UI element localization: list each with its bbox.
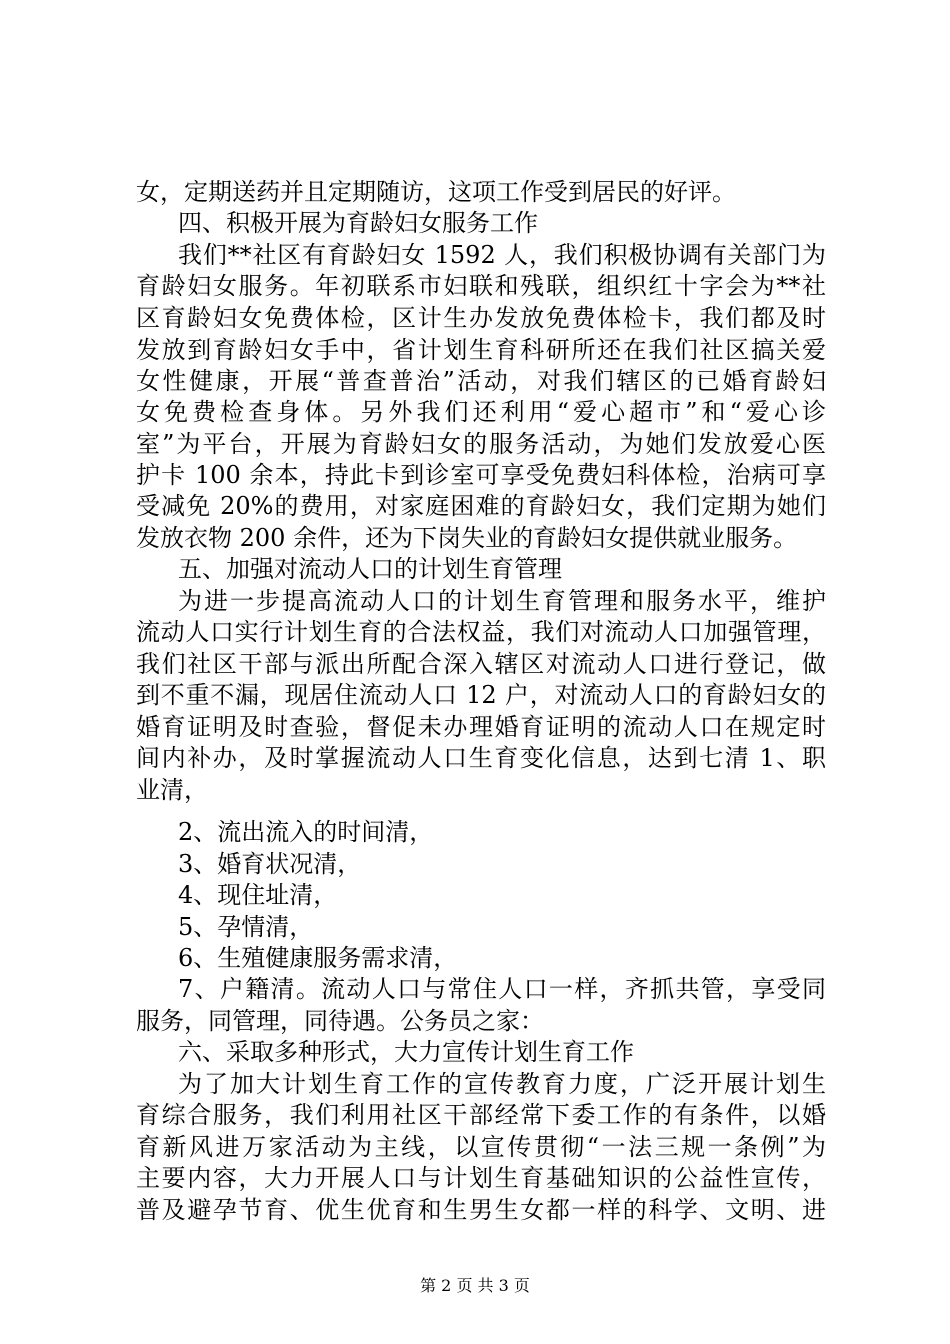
list-item: 5、孕情清， — [178, 913, 314, 941]
text-line: 发放到育龄妇女手中，省计划生育科研所还在我们社区搞关爱 — [136, 336, 826, 364]
text-line: 育龄妇女服务。年初联系市妇联和残联，组织红十字会为**社 — [136, 272, 826, 300]
section-heading: 五、加强对流动人口的计划生育管理 — [178, 555, 562, 583]
text-line: 婚育证明及时查验，督促未办理婚育证明的流动人口在规定时 — [136, 713, 826, 741]
text-line: 为进一步提高流动人口的计划生育管理和服务水平，维护 — [178, 587, 826, 615]
page-footer: 第 2 页 共 3 页 — [420, 1276, 530, 1295]
text-line: 到不重不漏，现居住流动人口 12 户，对流动人口的育龄妇女的 — [136, 681, 826, 709]
list-item: 4、现住址清， — [178, 881, 338, 909]
text-line: 区育龄妇女免费体检，区计生办发放免费体检卡，我们都及时 — [136, 304, 826, 332]
text-line: 受减免 20%的费用，对家庭困难的育龄妇女，我们定期为她们 — [136, 492, 826, 520]
text-line: 普及避孕节育、优生优育和生男生女都一样的科学、文明、进 — [136, 1196, 826, 1224]
text-line: 流动人口实行计划生育的合法权益，我们对流动人口加强管理， — [136, 618, 826, 646]
text-line: 我们**社区有育龄妇女 1592 人，我们积极协调有关部门为 — [178, 241, 826, 269]
text-line: 护卡 100 余本，持此卡到诊室可享受免费妇科体检，治病可享 — [136, 461, 826, 489]
section-heading: 四、积极开展为育龄妇女服务工作 — [178, 209, 538, 237]
list-item: 6、生殖健康服务需求清， — [178, 944, 458, 972]
text-line: 女免费检查身体。另外我们还利用“爱心超市”和“爱心诊 — [136, 398, 826, 426]
text-line: 室”为平台，开展为育龄妇女的服务活动，为她们发放爱心医 — [136, 430, 826, 458]
text-line: 我们社区干部与派出所配合深入辖区对流动人口进行登记，做 — [136, 650, 826, 678]
list-item: 3、婚育状况清， — [178, 850, 362, 878]
text-line: 服务，同管理，同待遇。公务员之家： — [136, 1007, 544, 1035]
text-line: 主要内容，大力开展人口与计划生育基础知识的公益性宣传， — [136, 1164, 826, 1192]
text-line: 女性健康，开展“普查普治”活动，对我们辖区的已婚育龄妇 — [136, 367, 826, 395]
text-line: 间内补办，及时掌握流动人口生育变化信息，达到七清 1、职 — [136, 744, 826, 772]
text-line: 育综合服务，我们利用社区干部经常下委工作的有条件，以婚 — [136, 1101, 826, 1129]
list-item: 7、户籍清。流动人口与常住人口一样，齐抓共管，享受同 — [178, 975, 826, 1003]
text-line: 育新风进万家活动为主线，以宣传贯彻“一法三规一条例”为 — [136, 1133, 826, 1161]
text-line: 女，定期送药并且定期随访，这项工作受到居民的好评。 — [136, 178, 736, 206]
list-item: 2、流出流入的时间清， — [178, 818, 434, 846]
text-line: 发放衣物 200 余件，还为下岗失业的育龄妇女提供就业服务。 — [136, 524, 798, 552]
text-line: 为了加大计划生育工作的宣传教育力度，广泛开展计划生 — [178, 1070, 826, 1098]
section-heading: 六、采取多种形式，大力宣传计划生育工作 — [178, 1038, 634, 1066]
text-line: 业清， — [136, 776, 208, 804]
